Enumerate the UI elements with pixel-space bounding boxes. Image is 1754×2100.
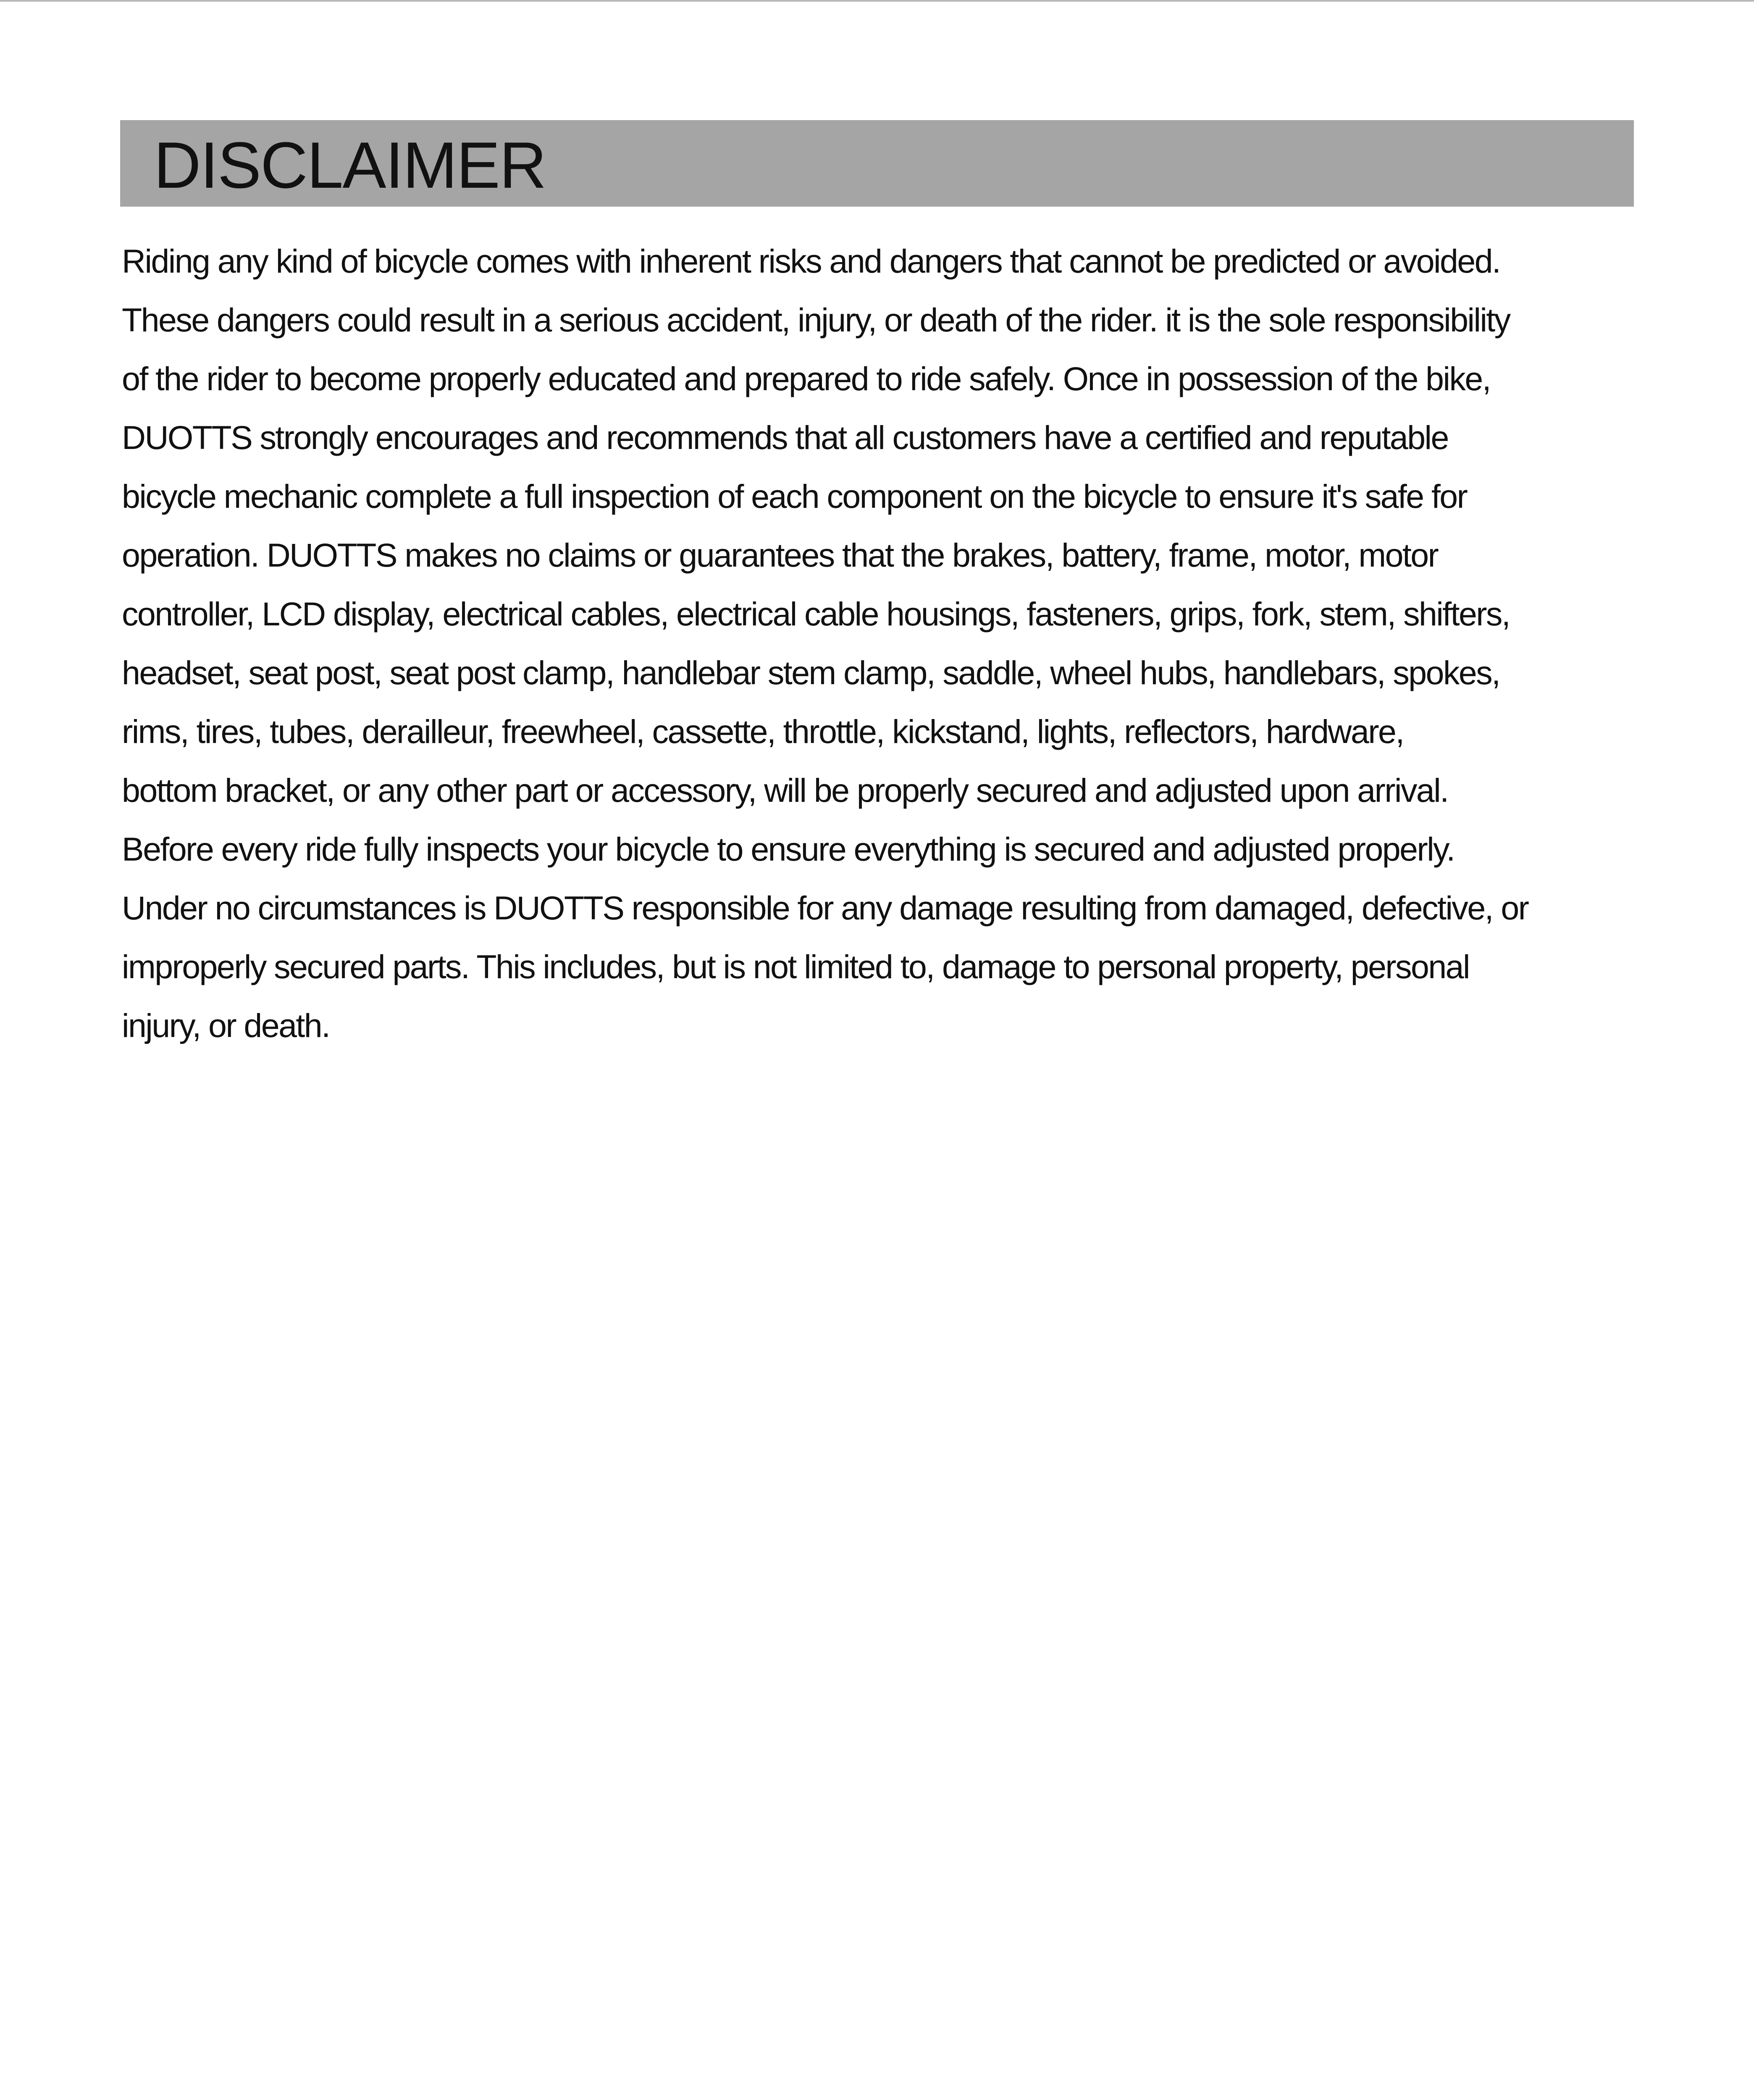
disclaimer-paragraph: [122, 232, 1642, 1055]
paragraph-line: These dangers could result in a serious accident, injury, or death of the rider. it is the sole responsibility: [122, 301, 1510, 339]
paragraph-line: of the rider to become properly educated and prepared to ride safely. Once in possession of the bike,: [122, 360, 1490, 397]
paragraph-line: improperly secured parts. This includes, but is not limited to, damage to personal property, personal: [122, 948, 1469, 985]
paragraph-line: Riding any kind of bicycle comes with inherent risks and dangers that cannot be predicted or avoided.: [122, 242, 1500, 280]
section-title: DISCLAIMER: [154, 129, 546, 202]
paragraph-line: Under no circumstances is DUOTTS responsible for any damage resulting from damaged, defective, or: [122, 889, 1528, 927]
paragraph-line: rims, tires, tubes, derailleur, freewheel, cassette, throttle, kickstand, lights, reflectors, hardware,: [122, 713, 1404, 750]
paragraph-line: injury, or death.: [122, 1007, 330, 1044]
paragraph-line: Before every ride fully inspects your bicycle to ensure everything is secured and adjusted properly.: [122, 830, 1455, 868]
paragraph-line: controller, LCD display, electrical cables, electrical cable housings, fasteners, grips, fork, stem, shifters,: [122, 595, 1510, 633]
paragraph-line: DUOTTS strongly encourages and recommends that all customers have a certified and reputable: [122, 419, 1448, 456]
paragraph-line: bicycle mechanic complete a full inspection of each component on the bicycle to ensure it's safe for: [122, 478, 1467, 515]
section-header-bar: [120, 120, 1634, 207]
page-top-rule: [0, 0, 1754, 2]
paragraph-line: headset, seat post, seat post clamp, handlebar stem clamp, saddle, wheel hubs, handlebars, spokes,: [122, 654, 1500, 691]
paragraph-line: bottom bracket, or any other part or accessory, will be properly secured and adjusted upon arrival.: [122, 772, 1448, 809]
paragraph-line: operation. DUOTTS makes no claims or guarantees that the brakes, battery, frame, motor, motor: [122, 536, 1438, 574]
